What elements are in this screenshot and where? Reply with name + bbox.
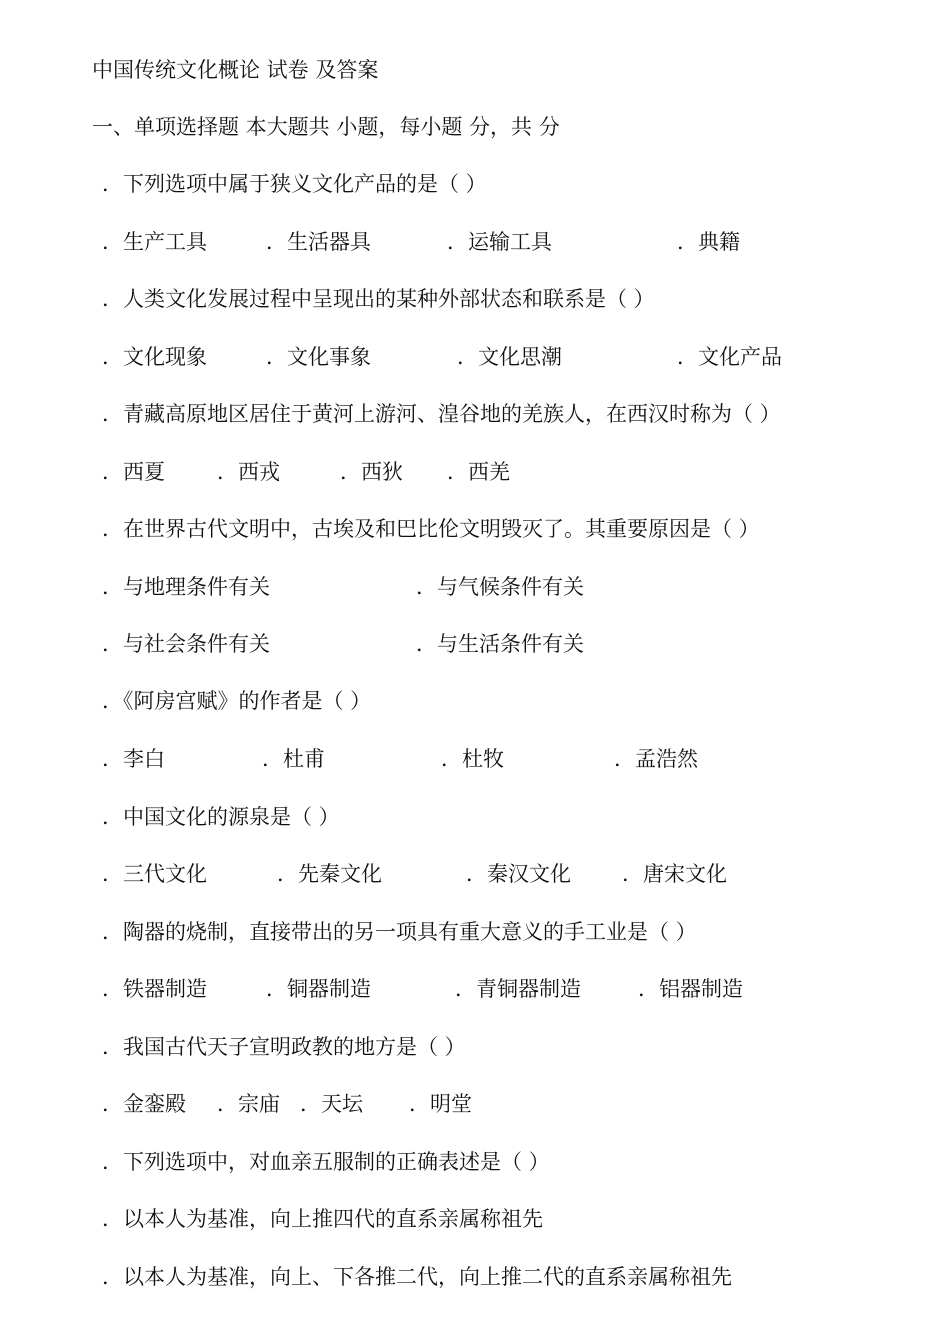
option-d: ．与生活条件有关 — [416, 632, 584, 656]
option-b: ．杜甫 — [262, 747, 325, 771]
question-stem-text: ．下列选项中，对血亲五服制的正确表述是（ ） — [102, 1150, 550, 1174]
question-stem-text: ．《阿房宫赋》的作者是（ ） — [102, 689, 372, 713]
option-c: ．天坛 — [300, 1092, 363, 1116]
option-d: ．西羌 — [447, 460, 510, 484]
option-c: ．秦汉文化 — [466, 862, 571, 886]
option-a: ．铁器制造 — [102, 977, 207, 1001]
option-c: ．运输工具 — [447, 230, 552, 254]
option-a: ．以本人为基准，向上推四代的直系亲属称祖先 — [102, 1207, 543, 1231]
option-c: ．杜牧 — [441, 747, 504, 771]
question-stem-text: ．青藏高原地区居住于黄河上游河、湟谷地的羌族人，在西汉时称为（ ） — [102, 402, 781, 426]
option-b: ．西戎 — [217, 460, 280, 484]
question-stem-text: ．中国文化的源泉是（ ） — [102, 805, 340, 829]
question-stem-text: ．下列选项中属于狭义文化产品的是（ ） — [102, 172, 487, 196]
option-c: ．文化思潮 — [457, 345, 562, 369]
option-d: ．典籍 — [677, 230, 740, 254]
option-a: ．三代文化 — [102, 862, 207, 886]
question-stem-text: ．我国古代天子宣明政教的地方是（ ） — [102, 1035, 466, 1059]
option-c: ．与社会条件有关 — [102, 632, 270, 656]
option-d: ．明堂 — [409, 1092, 472, 1116]
option-a: ．金銮殿 — [102, 1092, 186, 1116]
doc-title: 中国传统文化概论 试卷 及答案 — [92, 58, 379, 82]
question-stem-text: ．人类文化发展过程中呈现出的某种外部状态和联系是（ ） — [102, 287, 655, 311]
option-a: ．与地理条件有关 — [102, 575, 270, 599]
option-a: ．西夏 — [102, 460, 165, 484]
section-heading: 一、单项选择题 本大题共 小题，每小题 分，共 分 — [92, 115, 560, 139]
option-a: ．文化现象 — [102, 345, 207, 369]
option-b: ．宗庙 — [217, 1092, 280, 1116]
option-a: ．李白 — [102, 747, 165, 771]
option-a: ．生产工具 — [102, 230, 207, 254]
option-b: ．铜器制造 — [266, 977, 371, 1001]
option-c: ．西狄 — [340, 460, 403, 484]
option-b: ．生活器具 — [266, 230, 371, 254]
option-d: ．铝器制造 — [638, 977, 743, 1001]
option-d: ．文化产品 — [677, 345, 782, 369]
question-stem-text: ．陶器的烧制，直接带出的另一项具有重大意义的手工业是（ ） — [102, 920, 697, 944]
option-d: ．唐宋文化 — [622, 862, 727, 886]
option-b: ．先秦文化 — [277, 862, 382, 886]
option-c: ．青铜器制造 — [455, 977, 581, 1001]
option-b: ．文化事象 — [266, 345, 371, 369]
option-b: ．与气候条件有关 — [416, 575, 584, 599]
question-stem-text: ．在世界古代文明中，古埃及和巴比伦文明毁灭了。其重要原因是（ ） — [102, 517, 760, 541]
option-d: ．孟浩然 — [614, 747, 698, 771]
option-b: ．以本人为基准，向上、下各推二代，向上推二代的直系亲属称祖先 — [102, 1265, 732, 1289]
